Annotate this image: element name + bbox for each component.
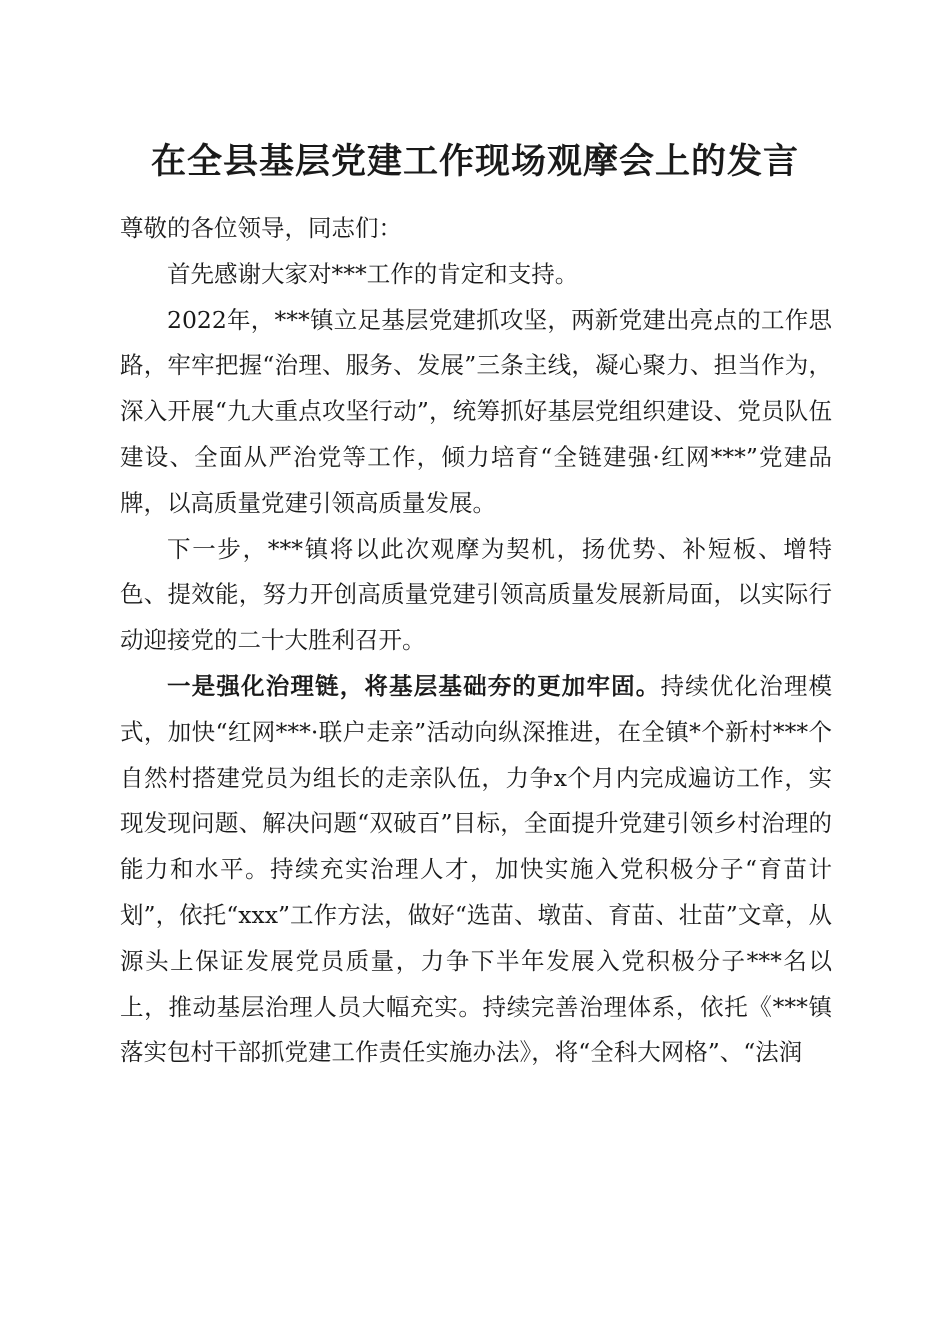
paragraph-section-1 bbox=[120, 664, 832, 1076]
salutation: 尊敬的各位领导，同志们： bbox=[120, 214, 402, 242]
document-title: 在全县基层党建工作现场观摩会上的发言 bbox=[150, 141, 799, 182]
document-body bbox=[120, 206, 832, 1076]
section-1-heading: 一是强化治理链，将基层基础夯的更加牢固。 bbox=[167, 671, 661, 700]
paragraph-thanks: 首先感谢大家对***工作的肯定和支持。 bbox=[167, 259, 579, 288]
paragraph-2022-summary: 2022年，***镇立足基层党建抓攻坚，两新党建出亮点的工作思路，牢牢把握“治理、服务、发展”三条主线，凝心聚力、担当作为，深入开展“九大重点攻坚行动”，统筹抓好基层党组织建设、党员队伍建设、全面从严治党等工作，倾力培育“全链建强·红网***”党建品牌，以高质量党建引领高质量发展。 bbox=[120, 305, 832, 517]
section-1-text: 持续优化治理模式，加快“红网***·联户走亲”活动向纵深推进，在全镇*个新村***个自然村搭建党员为组长的走亲队伍，力争x个月内完成遍访工作，实现发现问题、解决问题“双破百”目标，全面提升党建引领乡村治理的能力和水平。持续充实治理人才，加快实施入党积极分子“育苗计划”，依托“xxx”工作方法，做好“选苗、墩苗、育苗、壮苗”文章，从源头上保证发展党员质量，力争下半年发展入党积极分子***名以上，推动基层治理人员大幅充实。持续完善治理体系，依托《***镇落实包村干部抓党建工作责任实施办法》，将“全科大网格”、“法润 bbox=[120, 671, 833, 1067]
paragraph-next-step: 下一步，***镇将以此次观摩为契机，扬优势、补短板、增特色、提效能，努力开创高质量党建引领高质量发展新局面，以实际行动迎接党的二十大胜利召开。 bbox=[120, 534, 832, 655]
